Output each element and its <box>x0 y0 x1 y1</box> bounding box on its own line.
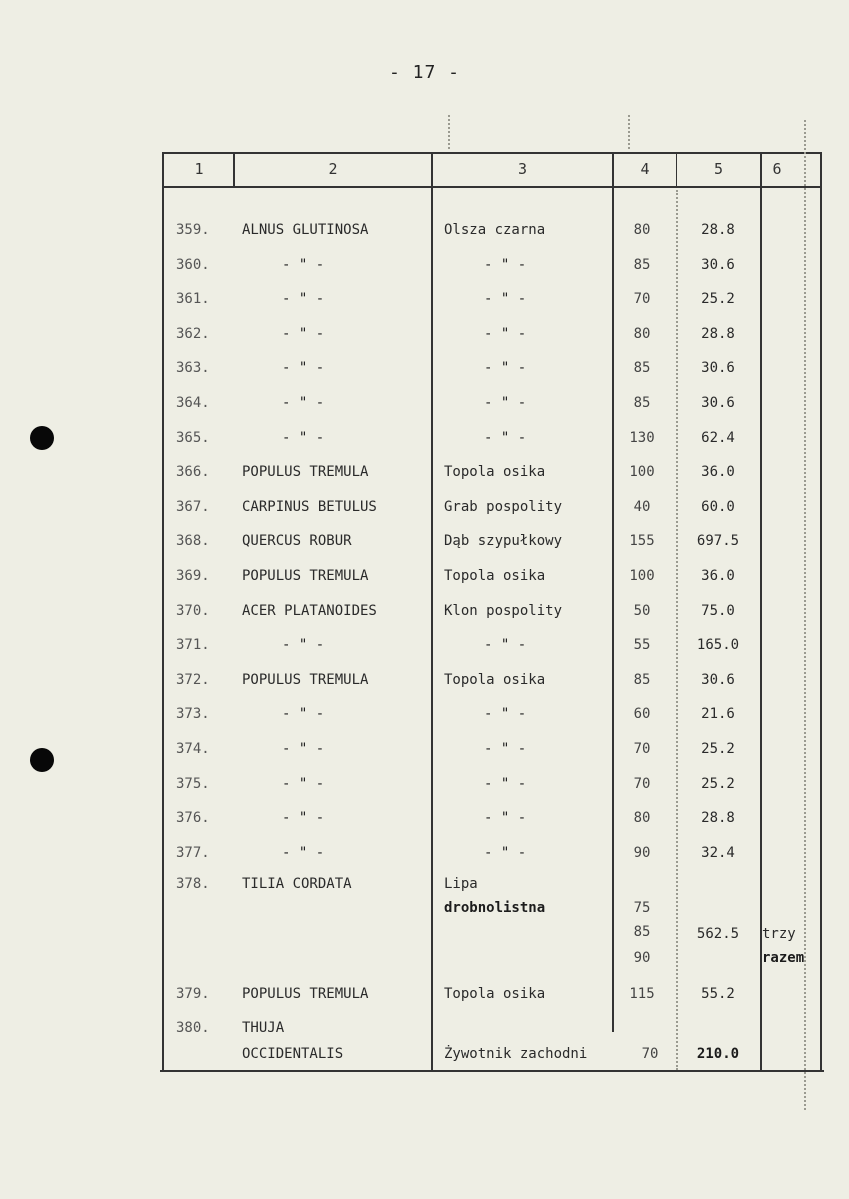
col5-value: 28.8 <box>701 810 735 826</box>
header-bottom-rule <box>164 186 822 188</box>
col5-value: 36.0 <box>701 464 735 480</box>
polish-name: Klon pospolity <box>444 603 563 619</box>
latin-name: - " - <box>282 395 325 411</box>
header-col-6: 6 <box>772 160 782 178</box>
col4-value: 85 <box>633 395 651 411</box>
col4-value: 40 <box>633 499 651 515</box>
col6-note-line2: razem <box>762 950 805 966</box>
table-row-379 <box>0 984 849 1018</box>
table-row <box>0 428 849 462</box>
table-row <box>0 774 849 808</box>
row-number: 377. <box>176 845 210 861</box>
col5-value: 55.2 <box>701 986 735 1002</box>
col5-value: 165.0 <box>696 637 740 653</box>
polish-name: - " - <box>484 395 527 411</box>
col5-value: 25.2 <box>701 776 735 792</box>
col4-value-2: 85 <box>633 924 651 940</box>
table-row <box>0 497 849 531</box>
table-row <box>0 531 849 565</box>
polish-name: Topola osika <box>444 986 546 1002</box>
latin-name: - " - <box>282 776 325 792</box>
row-number: 373. <box>176 706 210 722</box>
col5-value: 36.0 <box>701 568 735 584</box>
col6-note-line1: trzy <box>762 926 796 942</box>
col5-value: 60.0 <box>701 499 735 515</box>
col4-value: 60 <box>633 706 651 722</box>
col4-value: 130 <box>629 430 655 446</box>
polish-name: Topola osika <box>444 464 546 480</box>
polish-name: - " - <box>484 706 527 722</box>
row-number: 375. <box>176 776 210 792</box>
col4-value: 80 <box>633 810 651 826</box>
table-row-378 <box>0 874 849 908</box>
latin-name: - " - <box>282 360 325 376</box>
table-row <box>0 635 849 669</box>
polish-name: Olsza czarna <box>444 222 546 238</box>
col4-value: 70 <box>633 776 651 792</box>
row-number: 364. <box>176 395 210 411</box>
table-row <box>0 220 849 254</box>
col4-value-3: 90 <box>633 950 651 966</box>
latin-name: QUERCUS ROBUR <box>242 533 352 549</box>
latin-name-line1: THUJA <box>242 1020 285 1036</box>
table-row <box>0 843 849 877</box>
latin-name: ACER PLATANOIDES <box>242 603 377 619</box>
header-col-1: 1 <box>194 160 204 178</box>
polish-name: Topola osika <box>444 672 546 688</box>
col5-value: 21.6 <box>701 706 735 722</box>
col5-value: 25.2 <box>701 291 735 307</box>
col4-value: 70 <box>641 1046 659 1062</box>
latin-name: - " - <box>282 257 325 273</box>
col4-value-1: 75 <box>633 900 651 916</box>
latin-name: - " - <box>282 845 325 861</box>
col5-value: 30.6 <box>701 672 735 688</box>
header-col-3: 3 <box>517 160 528 178</box>
col4-value: 50 <box>633 603 651 619</box>
table-top-rule <box>164 152 822 154</box>
polish-name: - " - <box>484 810 527 826</box>
polish-name: - " - <box>484 776 527 792</box>
col4-value: 100 <box>629 464 655 480</box>
latin-name: - " - <box>282 810 325 826</box>
table-row <box>0 324 849 358</box>
col5-value: 210.0 <box>696 1046 740 1062</box>
col4-value: 70 <box>633 291 651 307</box>
table-row <box>0 739 849 773</box>
latin-name-line2: OCCIDENTALIS <box>242 1046 344 1062</box>
row-number: 367. <box>176 499 210 515</box>
row-number: 372. <box>176 672 210 688</box>
row-number: 368. <box>176 533 210 549</box>
table-row <box>0 255 849 289</box>
row-number: 379. <box>176 986 210 1002</box>
latin-name: CARPINUS BETULUS <box>242 499 377 515</box>
latin-name: POPULUS TREMULA <box>242 672 369 688</box>
polish-name: - " - <box>484 291 527 307</box>
polish-name: - " - <box>484 845 527 861</box>
polish-name: Dąb szypułkowy <box>444 533 563 549</box>
header-col-2: 2 <box>328 160 338 178</box>
col5-value: 28.8 <box>701 222 735 238</box>
polish-name: Żywotnik zachodni <box>444 1046 588 1062</box>
table-row <box>0 808 849 842</box>
polish-name-line1: Lipa <box>444 876 478 892</box>
latin-name: POPULUS TREMULA <box>242 568 369 584</box>
col4-value: 85 <box>633 360 651 376</box>
polish-name: - " - <box>484 637 527 653</box>
latin-name: POPULUS TREMULA <box>242 986 369 1002</box>
row-number: 366. <box>176 464 210 480</box>
col5-value: 30.6 <box>701 395 735 411</box>
row-number: 359. <box>176 222 210 238</box>
latin-name: - " - <box>282 430 325 446</box>
polish-name-line2: drobnolistna <box>444 900 546 916</box>
latin-name: TILIA CORDATA <box>242 876 352 892</box>
table-row <box>0 601 849 635</box>
row-number: 360. <box>176 257 210 273</box>
row-number: 376. <box>176 810 210 826</box>
polish-name: - " - <box>484 360 527 376</box>
page-number: - 17 - <box>388 62 461 83</box>
col4-value: 155 <box>629 533 655 549</box>
col4-value: 100 <box>629 568 655 584</box>
polish-name: - " - <box>484 741 527 757</box>
polish-name: - " - <box>484 326 527 342</box>
latin-name: - " - <box>282 291 325 307</box>
polish-name: Grab pospolity <box>444 499 563 515</box>
table-bottom-rule <box>160 1070 824 1072</box>
header-col-4: 4 <box>640 160 650 178</box>
row-number: 374. <box>176 741 210 757</box>
col4-value: 85 <box>633 672 651 688</box>
col5-value: 32.4 <box>701 845 735 861</box>
table-row <box>0 566 849 600</box>
col4-value: 85 <box>633 257 651 273</box>
table-row <box>0 358 849 392</box>
latin-name: - " - <box>282 741 325 757</box>
latin-name: ALNUS GLUTINOSA <box>242 222 369 238</box>
col4-value: 80 <box>633 326 651 342</box>
row-number: 361. <box>176 291 210 307</box>
row-number: 371. <box>176 637 210 653</box>
table-row <box>0 704 849 738</box>
table-row <box>0 393 849 427</box>
col4-value: 115 <box>629 986 655 1002</box>
row-number: 363. <box>176 360 210 376</box>
polish-name: - " - <box>484 430 527 446</box>
header-col-5: 5 <box>713 160 724 178</box>
col4-value: 90 <box>633 845 651 861</box>
row-number: 380. <box>176 1020 210 1036</box>
col5-value: 30.6 <box>701 360 735 376</box>
row-number: 365. <box>176 430 210 446</box>
table-row <box>0 462 849 496</box>
row-number: 378. <box>176 876 210 892</box>
latin-name: POPULUS TREMULA <box>242 464 369 480</box>
col4-value: 55 <box>633 637 651 653</box>
col5-value: 562.5 <box>696 926 740 942</box>
row-number: 362. <box>176 326 210 342</box>
col5-value: 25.2 <box>701 741 735 757</box>
top-dotted-marks-2 <box>628 115 630 149</box>
col4-value: 80 <box>633 222 651 238</box>
polish-name: - " - <box>484 257 527 273</box>
col5-value: 28.8 <box>701 326 735 342</box>
col4-value: 70 <box>633 741 651 757</box>
table-row <box>0 289 849 323</box>
top-dotted-marks <box>448 115 450 149</box>
table-row <box>0 670 849 704</box>
col5-value: 697.5 <box>696 533 740 549</box>
col5-value: 30.6 <box>701 257 735 273</box>
latin-name: - " - <box>282 326 325 342</box>
latin-name: - " - <box>282 706 325 722</box>
polish-name: Topola osika <box>444 568 546 584</box>
col5-value: 62.4 <box>701 430 735 446</box>
col5-value: 75.0 <box>701 603 735 619</box>
row-number: 370. <box>176 603 210 619</box>
latin-name: - " - <box>282 637 325 653</box>
row-number: 369. <box>176 568 210 584</box>
